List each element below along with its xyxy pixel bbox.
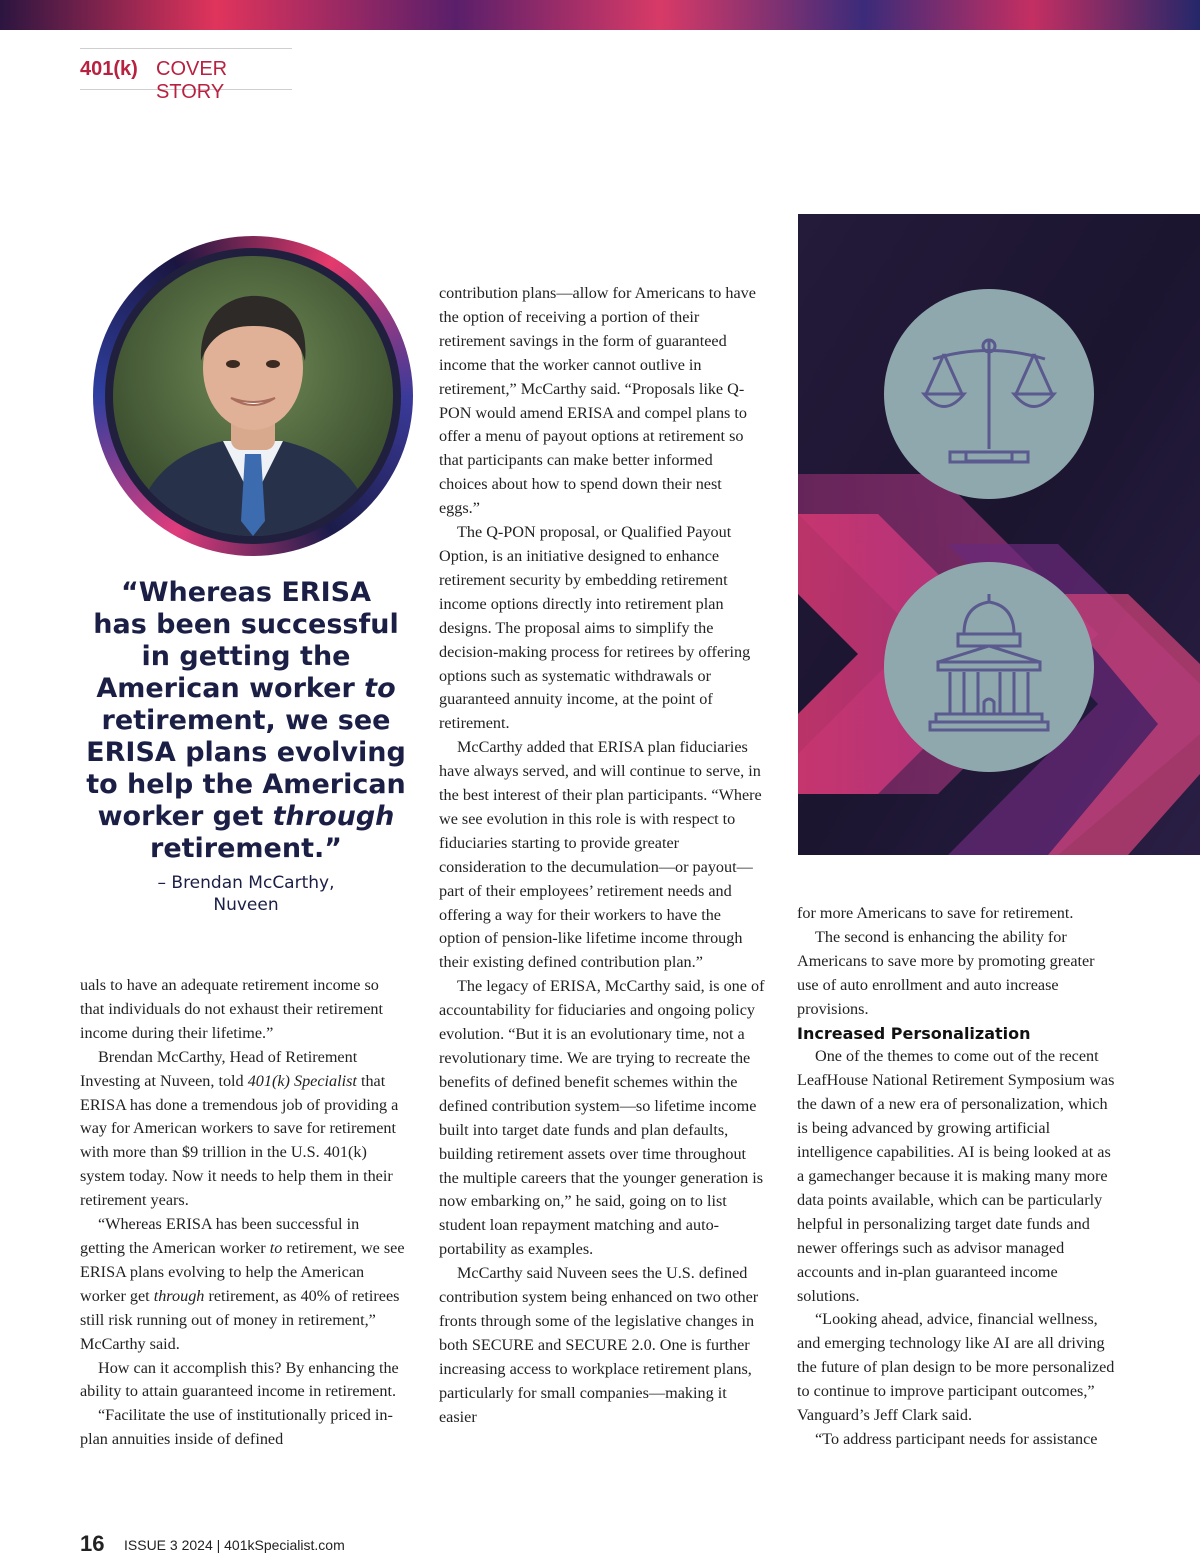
paragraph: One of the themes to come out of the recent LeafHouse National Retirement Symposium was the dawn of a new era of personalization, which is being advanced by growing artificial intelligence capabilities. AI is being looked at as a gamechanger because it is making many more data points available, which can be particularly helpful in personalizing target date funds and newer offerings such as advisor managed accounts and in-plan guaranteed income solutions. — [797, 1047, 1115, 1305]
section-tag-label: COVER STORY — [156, 58, 228, 103]
paragraph: The second is enhancing the ability for Americans to save more by promoting greater use of auto enrollment and auto increase provisions. — [797, 927, 1095, 1018]
paragraph: How can it accomplish this? By enhancing the ability to attain guaranteed income in retirement. — [80, 1358, 399, 1401]
paragraph: “To address participant needs for assistance — [815, 1429, 1098, 1448]
decorative-artwork — [798, 214, 1200, 855]
footer-text: ISSUE 3 2024 | 401kSpecialist.com — [124, 1537, 345, 1553]
pull-quote-line: ERISA plans evolving — [86, 737, 406, 768]
pull-quote-line: has been successful — [93, 609, 399, 640]
article-column-3 — [797, 902, 1119, 1452]
pull-quote-line: worker get through — [97, 801, 395, 832]
paragraph: The legacy of ERISA, McCarthy said, is one of accountability for fiduciaries and ongoing policy evolution. “But it is an evolutionary time, not a revolutionary time. We are trying to recreate the benefits of defined benefit schemes within the defined contribution system—so lifetime income built into target date funds and plan defaults, building retirement assets over time throughout the multiple careers that the younger generation is now embarking on,” he said, going on to list student loan repayment matching and auto-portability as examples. — [439, 977, 765, 1259]
section-subheading: Increased Personalization — [797, 1023, 1031, 1043]
paragraph: “Whereas ERISA has been successful in getting the American worker to retirement, we see ERISA plans evolving to help the American worker get through retirement, as 40% of retirees still risk running out of money in retirement,” McCarthy said. — [80, 1215, 405, 1353]
section-tag — [80, 48, 292, 103]
paragraph: uals to have an adequate retirement income so that individuals do not exhaust their retirement income during their lifetime.” — [80, 976, 383, 1042]
portrait-photo — [113, 256, 393, 536]
page-number: 16 — [80, 1531, 105, 1556]
pull-quote-line: retirement, we see — [101, 705, 391, 736]
portrait-frame — [93, 236, 413, 556]
pull-quote-attribution: – Brendan McCarthy, Nuveen — [157, 873, 335, 915]
pull-quote-line: “Whereas ERISA — [120, 577, 371, 608]
paragraph: “Looking ahead, advice, financial wellness, and emerging technology like AI are all driving the future of plan design to be more personalized to continue to improve participant outcomes,” Vanguard’s Jeff Clark said. — [797, 1310, 1115, 1425]
paragraph: The Q-PON proposal, or Qualified Payout Option, is an initiative designed to enhance retirement security by embedding retirement income options directly into retirement plan designs. The proposal aims to simplify the decision-making process for retirees by offering options such as systematic withdrawals or guaranteed annuity income, at the point of retirement. — [439, 523, 751, 733]
paragraph: contribution plans—allow for Americans to have the option of receiving a portion of their retirement savings in the form of guaranteed income that the worker cannot outlive in retirement,” McCarthy said. “Proposals like Q-PON would amend ERISA and compel plans to offer a menu of payout options at retirement so that participants can make better informed choices about how to spend down their nest eggs.” — [439, 284, 756, 518]
pull-quote-line: in getting the — [141, 641, 351, 672]
article-column-2 — [439, 282, 765, 1430]
paragraph: McCarthy added that ERISA plan fiduciaries have always served, and will continue to serve, in the best interest of their plan participants. “Where we see evolution in this role is with respect to fiduciaries starting to provide greater consideration to the decumulation—or payout—part of their employees’ retirement needs and offering a way for their workers to have the option of pension-like lifetime income through their existing defined contribution plan.” — [439, 738, 762, 972]
pull-quote-line: to help the American — [86, 769, 406, 800]
paragraph: Brendan McCarthy, Head of Retirement Investing at Nuveen, told 401(k) Specialist that ERISA has done a tremendous job of providing a way for American workers to save for retirement with more than $9 trillion in the U.S. 401(k) system today. Now it needs to help them in their retirement years. — [80, 1047, 399, 1210]
paragraph: “Facilitate the use of institutionally priced in-plan annuities inside of defined — [80, 1406, 393, 1449]
paragraph: for more Americans to save for retirement. — [797, 904, 1074, 922]
top-gradient-band — [0, 0, 1200, 30]
pull-quote — [80, 577, 412, 865]
pull-quote-line: American worker to — [96, 673, 396, 704]
pull-quote-line: retirement.” — [150, 833, 342, 864]
article-column-1 — [80, 974, 406, 1452]
section-tag-bold: 401(k) — [80, 58, 138, 80]
paragraph: McCarthy said Nuveen sees the U.S. defined contribution system being enhanced on two other fronts through some of the legislative changes in both SECURE and SECURE 2.0. One is further increasing access to workplace retirement plans, particularly for small companies—making it easier — [439, 1264, 759, 1426]
